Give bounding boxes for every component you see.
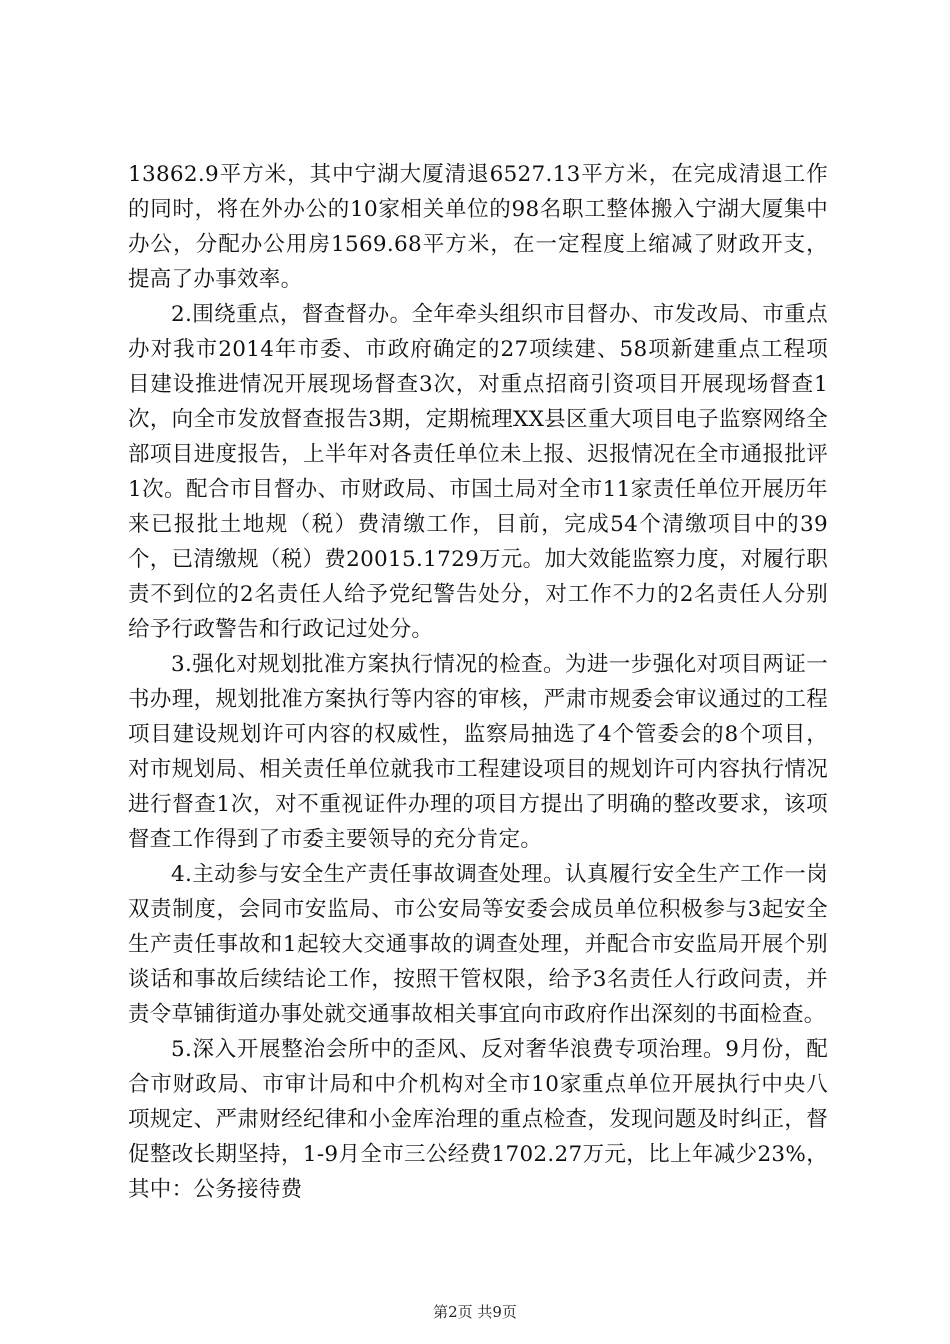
paragraph-5: 5.深入开展整治会所中的歪风、反对奢华浪费专项治理。9月份，配合市财政局、市审计局和中介机构对全市10家重点单位开展执行中央八项规定、严肃财经纪律和小金库治理的重点检查，发现问题及时纠正，督促整改长期坚持，1-9月全市三公经费1702.27万元，比上年减少23%，其中：公务接待费 xyxy=(128,1037,828,1202)
paragraph-1: 13862.9平方米，其中宁湖大厦清退6527.13平方米，在完成清退工作的同时，将在外办公的10家相关单位的98名职工整体搬入宁湖大厦集中办公，分配办公用房1569.68平方米，在一定程度上缩减了财政开支，提高了办事效率。 xyxy=(128,162,828,292)
paragraph-4: 4.主动参与安全生产责任事故调查处理。认真履行安全生产工作一岗双责制度，会同市安监局、市公安局等安委会成员单位积极参与3起安全生产责任事故和1起较大交通事故的调查处理，并配合市安监局开展个别谈话和事故后续结论工作，按照干管权限，给予3名责任人行政问责，并责令草铺街道办事处就交通事故相关事宜向市政府作出深刻的书面检查。 xyxy=(128,862,828,1027)
document-body xyxy=(128,157,828,1207)
paragraph-3: 3.强化对规划批准方案执行情况的检查。为进一步强化对项目两证一书办理，规划批准方案执行等内容的审核，严肃市规委会审议通过的工程项目建设规划许可内容的权威性，监察局抽选了4个管委会的8个项目，对市规划局、相关责任单位就我市工程建设项目的规划许可内容执行情况进行督查1次，对不重视证件办理的项目方提出了明确的整改要求，该项督查工作得到了市委主要领导的充分肯定。 xyxy=(128,652,828,852)
paragraph-2: 2.围绕重点，督查督办。全年牵头组织市目督办、市发改局、市重点办对我市2014年市委、市政府确定的27项续建、58项新建重点工程项目建设推进情况开展现场督查3次，对重点招商引资项目开展现场督查1次，向全市发放督查报告3期，定期梳理XX县区重大项目电子监察网络全部项目进度报告，上半年对各责任单位未上报、迟报情况在全市通报批评1次。配合市目督办、市财政局、市国土局对全市11家责任单位开展历年来已报批土地规（税）费清缴工作，目前，完成54个清缴项目中的39个，已清缴规（税）费20015.1729万元。加大效能监察力度，对履行职责不到位的2名责任人给予党纪警告处分，对工作不力的2名责任人分别给予行政警告和行政记过处分。 xyxy=(128,302,828,642)
page-footer: 第2页 共9页 xyxy=(433,1303,517,1321)
